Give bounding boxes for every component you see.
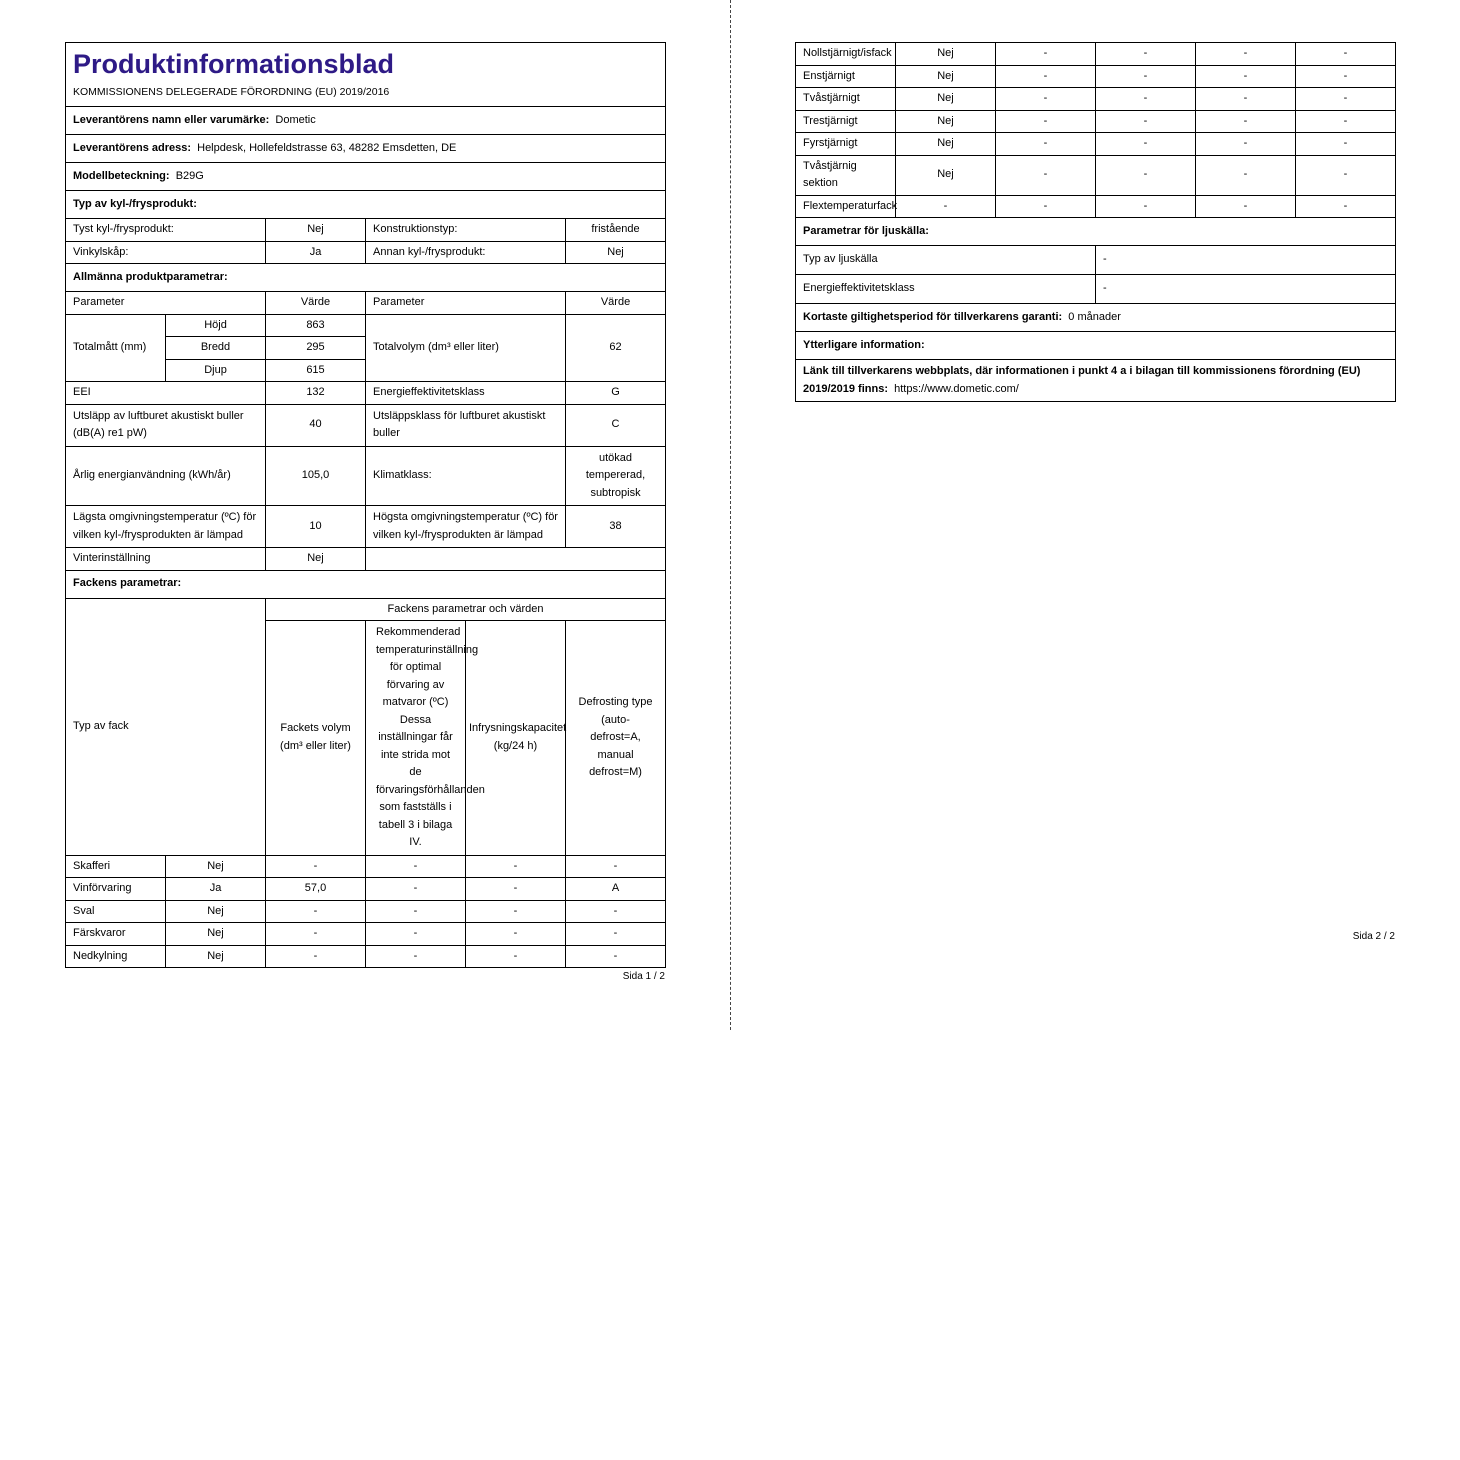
general-value: 10: [266, 506, 366, 548]
type-value: fristående: [566, 219, 666, 242]
compartment-row: [796, 195, 1396, 218]
compartment-name: Tvåstjärnig sektion: [796, 155, 896, 195]
general-value: utökad tempererad, subtropisk: [566, 446, 666, 506]
compartment-volume: -: [266, 855, 366, 878]
type-label: Tyst kyl-/frysprodukt:: [66, 219, 266, 242]
general-label: Årlig energianvändning (kWh/år): [66, 446, 266, 506]
defrost-header: Defrosting type (auto-defrost=A, manual defrost=M): [566, 621, 666, 856]
compartment-defrost: -: [1296, 88, 1396, 111]
general-label: Utsläppsklass för luftburet akustiskt buller: [366, 404, 566, 446]
general-heading: Allmänna produktparametrar:: [66, 264, 666, 292]
compartment-name: Sval: [66, 900, 166, 923]
compartment-temp: -: [1096, 65, 1196, 88]
compartment-present: Nej: [896, 133, 996, 156]
supplier-address-row: [66, 135, 666, 163]
type-label: Vinkylskåp:: [66, 241, 266, 264]
compartment-present: Nej: [896, 155, 996, 195]
compartment-present: Nej: [166, 900, 266, 923]
warranty-label: Kortaste giltighetsperiod för tillverkarens garanti:: [803, 310, 1063, 323]
compartment-freeze: -: [1196, 88, 1296, 111]
manufacturer-link-row: [796, 360, 1396, 402]
compartment-freeze: -: [466, 945, 566, 968]
compartment-row: [796, 43, 1396, 66]
light-source-label: Energieffektivitetsklass: [796, 275, 1096, 304]
compartment-temp: -: [366, 855, 466, 878]
volume-value: 62: [566, 314, 666, 382]
compartment-defrost: -: [1296, 195, 1396, 218]
compartment-temp: -: [366, 923, 466, 946]
compartment-present: Nej: [896, 65, 996, 88]
header-cell: Parameter: [366, 292, 566, 315]
compartment-freeze: -: [466, 878, 566, 901]
compartment-present: Nej: [166, 945, 266, 968]
general-header-row: [66, 292, 666, 315]
light-source-row: [796, 275, 1396, 304]
model-row: [66, 163, 666, 191]
model-label: Modellbeteckning:: [73, 169, 170, 182]
compartment-name: Skafferi: [66, 855, 166, 878]
compartment-row: [796, 88, 1396, 111]
general-row: [66, 506, 666, 548]
compartment-present: Nej: [896, 110, 996, 133]
compartment-defrost: -: [1296, 43, 1396, 66]
page-1: [65, 42, 665, 984]
compartment-row: [796, 133, 1396, 156]
compartment-name: Fyrstjärnigt: [796, 133, 896, 156]
general-row: [66, 446, 666, 506]
compartment-temp: -: [366, 900, 466, 923]
dimension-label: Djup: [166, 359, 266, 382]
temperature-header: Rekommenderad temperaturinställning för optimal förvaring av matvaror (ºC) Dessa inställningar får inte strida mot de förvaringsförhållanden som fastställs i tabell 3 i bilaga IV.: [366, 621, 466, 856]
compartment-temp: -: [1096, 195, 1196, 218]
winter-value: Nej: [266, 548, 366, 571]
compartment-row: [66, 855, 666, 878]
compartment-temp: -: [1096, 133, 1196, 156]
supplier-name-row: [66, 107, 666, 135]
header-cell: Värde: [566, 292, 666, 315]
compartment-temp: -: [1096, 155, 1196, 195]
compartment-temp: -: [1096, 43, 1196, 66]
winter-row: [66, 548, 666, 571]
general-label: Utsläpp av luftburet akustiskt buller (dB(A) re1 pW): [66, 404, 266, 446]
compartment-volume: -: [996, 133, 1096, 156]
compartment-freeze: -: [466, 923, 566, 946]
compartment-defrost: -: [1296, 110, 1396, 133]
light-source-value: -: [1096, 275, 1396, 304]
compartment-row: [66, 900, 666, 923]
supplier-address-label: Leverantörens adress:: [73, 141, 191, 154]
compartment-name: Trestjärnigt: [796, 110, 896, 133]
type-row: [66, 219, 666, 242]
empty-cell: [366, 548, 666, 571]
volume-header: Fackets volym (dm³ eller liter): [266, 621, 366, 856]
compartment-volume: 57,0: [266, 878, 366, 901]
compartment-present: Ja: [166, 878, 266, 901]
compartment-row: [796, 65, 1396, 88]
warranty-value: 0 månader: [1068, 310, 1121, 323]
compartment-temp: -: [1096, 110, 1196, 133]
general-row: [66, 404, 666, 446]
general-value: 132: [266, 382, 366, 405]
freeze-capacity-header: Infrysningskapacitet (kg/24 h): [466, 621, 566, 856]
dimension-row: [66, 314, 666, 337]
manufacturer-link-label: Länk till tillverkarens webbplats, där informationen i punkt 4 a i bilagan till kommissionens förordning (EU) 2019/2019 finns:: [803, 365, 1361, 395]
header-cell: Värde: [266, 292, 366, 315]
light-source-heading: Parametrar för ljuskälla:: [796, 218, 1396, 246]
compartment-row: [66, 878, 666, 901]
compartment-temp: -: [366, 878, 466, 901]
compartment-defrost: -: [566, 900, 666, 923]
compartments-heading: Fackens parametrar:: [66, 570, 666, 598]
compartment-volume: -: [996, 155, 1096, 195]
compartment-freeze: -: [1196, 65, 1296, 88]
compartment-volume: -: [266, 945, 366, 968]
compartment-row: [796, 110, 1396, 133]
compartment-defrost: -: [566, 923, 666, 946]
product-info-table-continued: [795, 42, 1396, 402]
type-heading: Typ av kyl-/frysprodukt:: [66, 191, 666, 219]
dimension-value: 615: [266, 359, 366, 382]
compartment-name: Nedkylning: [66, 945, 166, 968]
general-label: Klimatklass:: [366, 446, 566, 506]
type-label: Annan kyl-/frysprodukt:: [366, 241, 566, 264]
page-number: Sida 2 / 2: [1352, 931, 1395, 942]
compartment-volume: -: [996, 88, 1096, 111]
general-label: EEI: [66, 382, 266, 405]
type-label: Konstruktionstyp:: [366, 219, 566, 242]
compartment-freeze: -: [1196, 43, 1296, 66]
type-row: [66, 241, 666, 264]
general-label: Lägsta omgivningstemperatur (ºC) för vilken kyl-/frysprodukten är lämpad: [66, 506, 266, 548]
supplier-name-value: Dometic: [275, 113, 316, 126]
dimension-value: 863: [266, 314, 366, 337]
compartment-present: Nej: [896, 43, 996, 66]
regulation-subtitle: KOMMISSIONENS DELEGERADE FÖRORDNING (EU) 2019/2016: [73, 86, 390, 98]
compartment-present: Nej: [896, 88, 996, 111]
compartment-freeze: -: [466, 900, 566, 923]
compartment-volume: -: [996, 195, 1096, 218]
page-2: [795, 42, 1395, 944]
compartment-defrost: A: [566, 878, 666, 901]
type-value: Nej: [566, 241, 666, 264]
compartment-volume: -: [266, 923, 366, 946]
compartment-present: -: [896, 195, 996, 218]
compartment-name: Nollstjärnigt/isfack: [796, 43, 896, 66]
compartment-freeze: -: [1196, 133, 1296, 156]
compartment-name: Enstjärnigt: [796, 65, 896, 88]
light-source-label: Typ av ljuskälla: [796, 246, 1096, 275]
compartment-defrost: -: [566, 945, 666, 968]
compartment-defrost: -: [1296, 65, 1396, 88]
header-cell: Parameter: [66, 292, 266, 315]
general-label: Högsta omgivningstemperatur (ºC) för vilken kyl-/frysprodukten är lämpad: [366, 506, 566, 548]
general-value: G: [566, 382, 666, 405]
volume-label: Totalvolym (dm³ eller liter): [366, 314, 566, 382]
compartment-volume: -: [996, 110, 1096, 133]
manufacturer-link-url[interactable]: https://www.dometic.com/: [894, 382, 1019, 395]
document-title: Produktinformationsblad: [73, 49, 395, 79]
dimensions-label: Totalmått (mm): [66, 314, 166, 382]
compartment-temp: -: [1096, 88, 1196, 111]
general-value: 105,0: [266, 446, 366, 506]
compartment-row: [66, 923, 666, 946]
compartment-freeze: -: [466, 855, 566, 878]
light-source-value: -: [1096, 246, 1396, 275]
light-source-row: [796, 246, 1396, 275]
compartment-freeze: -: [1196, 110, 1296, 133]
dimension-value: 295: [266, 337, 366, 360]
page-divider: [730, 0, 731, 1030]
compartments-group-row: [66, 598, 666, 621]
compartment-name: Flextemperaturfack: [796, 195, 896, 218]
general-value: 40: [266, 404, 366, 446]
compartment-freeze: -: [1196, 155, 1296, 195]
compartment-temp: -: [366, 945, 466, 968]
compartment-present: Nej: [166, 855, 266, 878]
compartment-defrost: -: [566, 855, 666, 878]
supplier-address-value: Helpdesk, Hollefeldstrasse 63, 48282 Emsdetten, DE: [197, 141, 457, 154]
compartment-volume: -: [266, 900, 366, 923]
compartment-defrost: -: [1296, 155, 1396, 195]
compartments-group-header: Fackens parametrar och värden: [266, 598, 666, 621]
compartment-type-header: Typ av fack: [66, 598, 266, 855]
model-value: B29G: [175, 169, 204, 182]
supplier-name-label: Leverantörens namn eller varumärke:: [73, 113, 270, 126]
compartment-name: Färskvaror: [66, 923, 166, 946]
general-value: 38: [566, 506, 666, 548]
additional-info-heading: Ytterligare information:: [796, 332, 1396, 360]
compartment-volume: -: [996, 65, 1096, 88]
general-row: [66, 382, 666, 405]
compartment-volume: -: [996, 43, 1096, 66]
compartment-row: [66, 945, 666, 968]
warranty-row: [796, 304, 1396, 332]
compartment-present: Nej: [166, 923, 266, 946]
dimension-label: Bredd: [166, 337, 266, 360]
product-info-table: [65, 42, 666, 968]
type-value: Nej: [266, 219, 366, 242]
general-label: Energieffektivitetsklass: [366, 382, 566, 405]
title-cell: [66, 43, 666, 107]
page-number: Sida 1 / 2: [622, 971, 665, 982]
general-value: C: [566, 404, 666, 446]
compartment-freeze: -: [1196, 195, 1296, 218]
compartment-name: Tvåstjärnigt: [796, 88, 896, 111]
dimension-label: Höjd: [166, 314, 266, 337]
compartment-defrost: -: [1296, 133, 1396, 156]
type-value: Ja: [266, 241, 366, 264]
compartment-row: [796, 155, 1396, 195]
winter-label: Vinterinställning: [66, 548, 266, 571]
compartment-name: Vinförvaring: [66, 878, 166, 901]
